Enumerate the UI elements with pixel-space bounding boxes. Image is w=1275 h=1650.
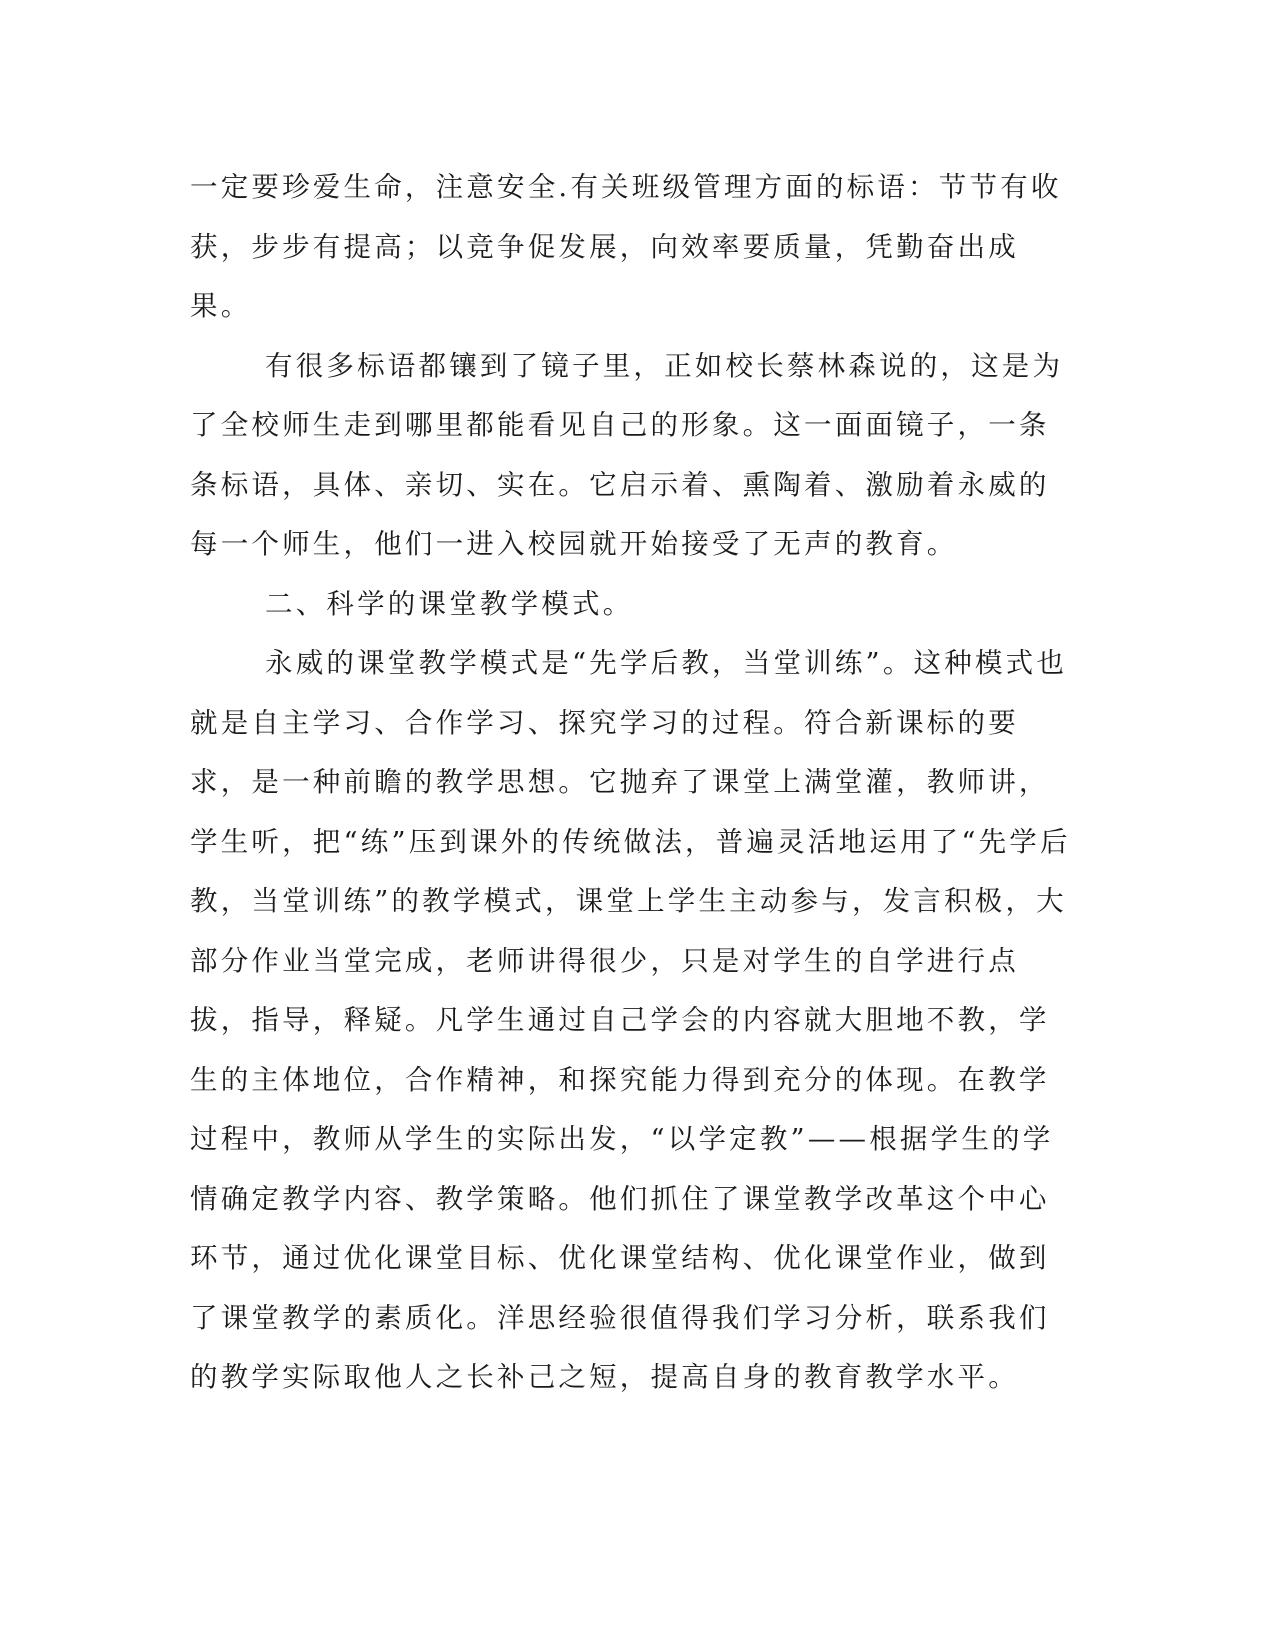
section-heading-teaching-model: 二、科学的课堂教学模式。 xyxy=(265,587,634,620)
document-body xyxy=(190,158,1080,1408)
paragraph-safety-slogans: 一定要珍爱生命，注意安全.有关班级管理方面的标语：节节有收获，步步有提高；以竞争促发展，向效率要质量，凭勤奋出成果。 xyxy=(190,171,1062,322)
paragraph-mirror-slogans: 有很多标语都镶到了镜子里，正如校长蔡林森说的，这是为了全校师生走到哪里都能看见自己的形象。这一面面镜子，一条条标语，具体、亲切、实在。它启示着、熏陶着、激励着永威的每一个师生，他们一进入校园就开始接受了无声的教育。 xyxy=(190,349,1064,560)
paragraph-teaching-model: 永威的课堂教学模式是“先学后教，当堂训练”。这种模式也就是自主学习、合作学习、探究学习的过程。符合新课标的要求，是一种前瞻的教学思想。它抛弃了课堂上满堂灌，教师讲，学生听，把“练”压到课外的传统做法，普遍灵活地运用了“先学后教，当堂训练”的教学模式，课堂上学生主动参与，发言积极，大部分作业当堂完成，老师讲得很少，只是对学生的自学进行点拔，指导，释疑。凡学生通过自己学会的内容就大胆地不教，学生的主体地位，合作精神，和探究能力得到充分的体现。在教学过程中，教师从学生的实际出发，“以学定教”——根据学生的学情确定教学内容、教学策略。他们抓住了课堂教学改革这个中心环节，通过优化课堂目标、优化课堂结构、优化课堂作业，做到了课堂教学的素质化。洋思经验很值得我们学习分析，联系我们的教学实际取他人之长补己之短，提高自身的教育教学水平。 xyxy=(190,647,1071,1393)
